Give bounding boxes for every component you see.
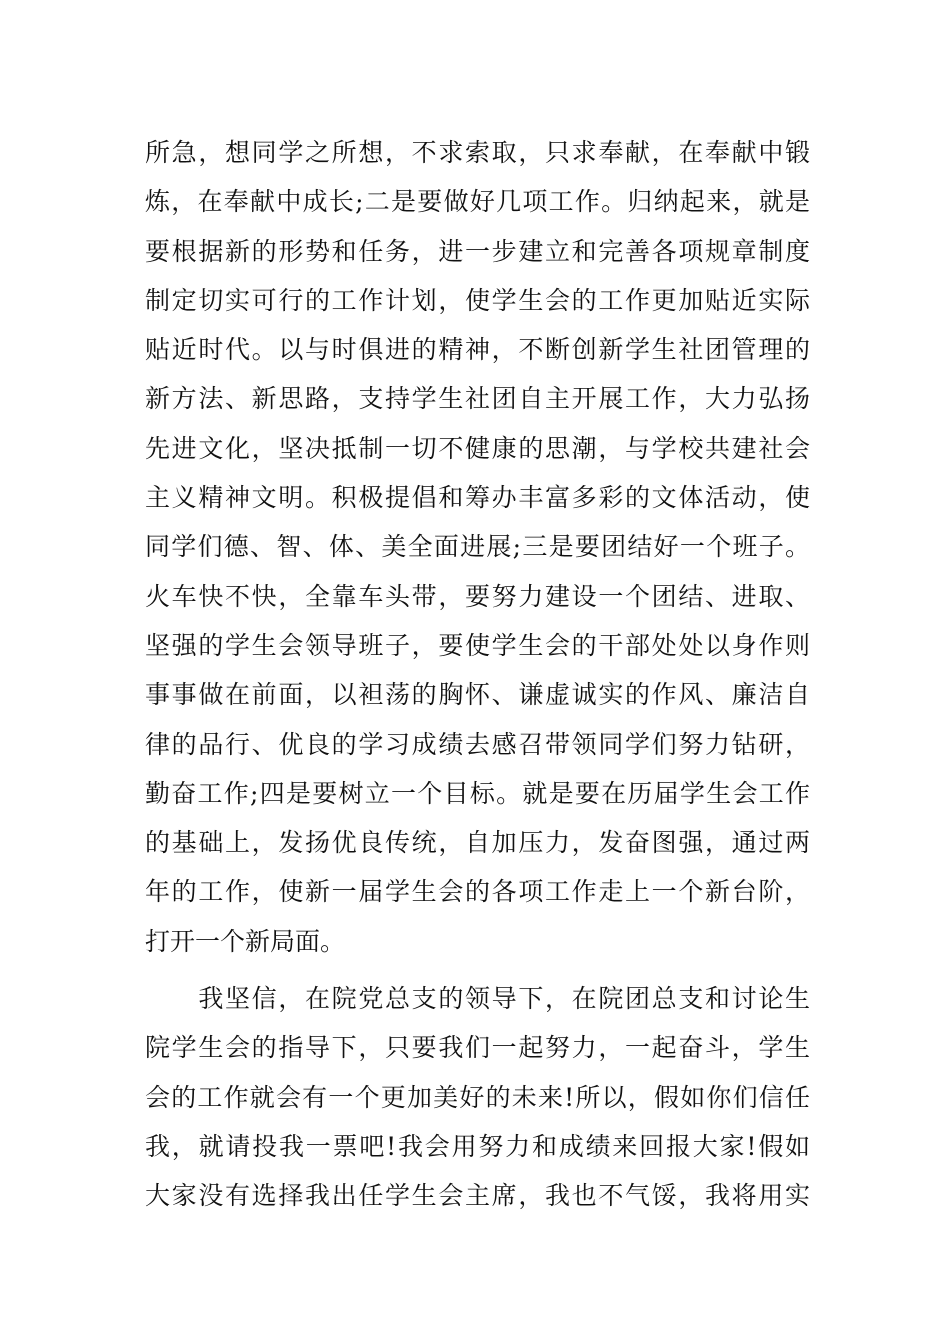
text-line: 律的品行、优良的学习成绩去感召带领同学们努力钻研， <box>145 729 810 759</box>
text-line: 会的工作就会有一个更加美好的未来!所以，假如你们信任 <box>145 1082 810 1112</box>
paragraph-gap <box>145 966 810 974</box>
text-line: 我，就请投我一票吧!我会用努力和成绩来回报大家!假如 <box>145 1131 810 1161</box>
text-line: 火车快不快，全靠车头带，要努力建设一个团结、进取、 <box>145 581 810 611</box>
text-line: 新方法、新思路，支持学生社团自主开展工作，大力弘扬 <box>145 384 810 414</box>
text-line: 的基础上，发扬优良传统，自加压力，发奋图强，通过两 <box>145 828 810 858</box>
text-line: 坚强的学生会领导班子，要使学生会的干部处处以身作则 <box>145 630 810 660</box>
text-line: 先进文化，坚决抵制一切不健康的思潮，与学校共建社会 <box>145 433 810 463</box>
text-line: 勤奋工作;四是要树立一个目标。就是要在历届学生会工作 <box>145 778 810 808</box>
text-line: 打开一个新局面。 <box>145 926 346 956</box>
text-line: 所急，想同学之所想，不求索取，只求奉献，在奉献中锻 <box>145 138 810 167</box>
text-line: 我坚信，在院党总支的领导下，在院团总支和讨论生 <box>145 984 810 1014</box>
body-text <box>145 128 810 1221</box>
text-line: 同学们德、智、体、美全面进展;三是要团结好一个班子。 <box>145 532 810 562</box>
text-line: 炼，在奉献中成长;二是要做好几项工作。归纳起来，就是 <box>145 187 810 217</box>
text-line: 事事做在前面，以袒荡的胸怀、谦虚诚实的作风、廉洁自 <box>145 680 810 710</box>
text-line: 主义精神文明。积极提倡和筹办丰富多彩的文体活动，使 <box>145 483 810 513</box>
text-line: 院学生会的指导下，只要我们一起努力，一起奋斗，学生 <box>145 1033 810 1063</box>
paragraph-2 <box>145 974 810 1220</box>
text-line: 年的工作，使新一届学生会的各项工作走上一个新台阶， <box>145 877 810 907</box>
text-line: 贴近时代。以与时俱进的精神，不断创新学生社团管理的 <box>145 335 810 365</box>
text-line: 制定切实可行的工作计划，使学生会的工作更加贴近实际 <box>145 285 810 315</box>
paragraph-1 <box>145 128 810 966</box>
text-line: 大家没有选择我出任学生会主席，我也不气馁，我将用实 <box>145 1181 810 1211</box>
text-line: 要根据新的形势和任务，进一步建立和完善各项规章制度 <box>145 236 810 266</box>
